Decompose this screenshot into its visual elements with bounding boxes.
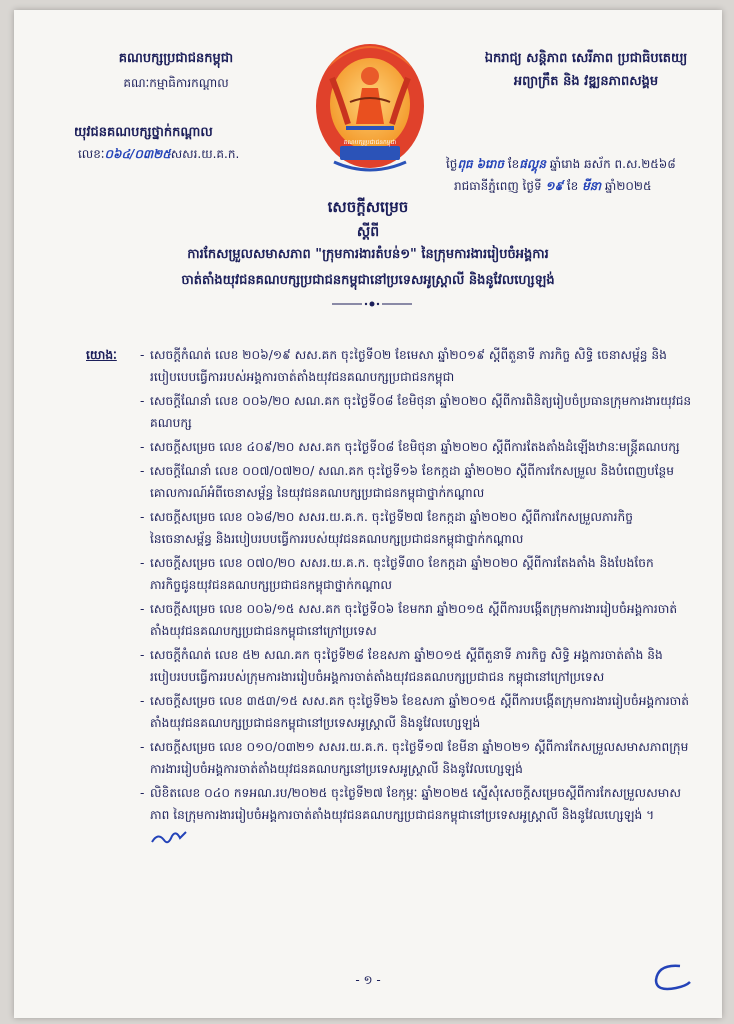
reference-text: - សេចក្តីសម្រេច លេខ ០០៦/១៥ សស.គក ចុះថ្ងៃទី០៦ ខែមករា ឆ្នាំ២០១៥ ស្តីពីការបង្កើតក្រុមការងាររៀបចំអង្គការចាត់តាំងយុវជនគណបក្សប្រជាជនកម្ពុជានៅក្រៅប្រទេស xyxy=(150,602,678,638)
reference-text: - សេចក្តីកំណត់ លេខ ៥២ សណ.គក ចុះថ្ងៃទី២៨ ខែឧសភា ឆ្នាំ២០១៥ ស្តីពីតួនាទី ភារកិច្ច សិទ្ធិ អង្គការចាត់តាំង និងរបៀបរបបធ្វើការរបស់ក្រុមការងាររៀបចំអង្គការចាត់តាំងយុវជនគណបក្សប្រជាជន កម្ពុជានៅក្រៅប្រទេស xyxy=(150,648,663,684)
decision-subject-label: ស្តីពី xyxy=(356,224,380,240)
reference-item xyxy=(150,506,696,550)
reference-item xyxy=(150,782,696,848)
committee-name: គណៈកម្មាធិការកណ្តាល xyxy=(123,76,229,90)
reference-item xyxy=(150,690,696,734)
reference-item xyxy=(150,460,696,504)
youth-unit-name: យុវជនគណបក្សថ្នាក់កណ្តាល xyxy=(74,125,213,140)
decision-title: សេចក្តីសម្រេច xyxy=(327,198,409,216)
document-page xyxy=(14,10,722,1018)
reference-text: - សេចក្តីសម្រេច លេខ ០៦៨/២០ សសរ.យ.គ.ក. ចុះថ្ងៃទី២៧ ខែកក្កដា ឆ្នាំ២០២០ ស្តីពីការកែសម្រួលភារកិច្ច នៃចេនាសម្ព័ន្ធ និងរបៀបរបបធ្វើការរបស់យុវជនគណបក្សប្រជាជនកម្ពុជាថ្នាក់កណ្តាល xyxy=(150,510,633,546)
date2-suffix: ឆ្នាំ២០២៥ xyxy=(601,179,652,193)
ref-prefix: លេខៈ xyxy=(78,147,105,161)
page-number: - ១ - xyxy=(355,973,381,987)
date-month-prefix: ខែ xyxy=(504,157,520,171)
decision-subject-line2: ចាត់តាំងយុវជនគណបក្សប្រជាជនកម្ពុជានៅប្រទេសអូស្ត្រាលី និងនូវែលហ្សេឡង់ xyxy=(181,273,555,288)
reference-item xyxy=(150,736,696,780)
reference-number xyxy=(78,146,239,164)
date-num-handwritten: ៦រោច xyxy=(476,157,505,171)
initial-signature-icon xyxy=(150,828,188,848)
reference-item xyxy=(150,344,696,388)
ref-suffix: សសរ.យ.គ.ក. xyxy=(170,147,240,161)
party-logo xyxy=(310,28,430,178)
reference-item xyxy=(150,436,696,458)
reference-item xyxy=(150,552,696,596)
decision-subject-line1: ការកែសម្រួលសមាសភាព "ក្រុមការងារតំបន់១" នៃក្រុមការងាររៀបចំអង្គការ xyxy=(187,247,549,262)
date2-mid: ខែ xyxy=(563,179,583,193)
reference-text: - សេចក្តីសម្រេច លេខ ៤០៩/២០ សស.គក ចុះថ្ងៃទី០៨ ខែមិថុនា ឆ្នាំ២០២០ ស្តីពីការតែងតាំងដំឡើងឋានៈមន្ត្រីគណបក្ស xyxy=(150,440,680,454)
reference-text: - សេចក្តីសម្រេច លេខ ០១០/០៣២១ សសរ.យ.គ.ក. ចុះថ្ងៃទី១៧ ខែមីនា ឆ្នាំ២០២១ ស្តីពីការកែសម្រួលសមាសភាពក្រុមការងាររៀបចំអង្គការចាត់តាំងយុវជនគណបក្សនៅប្រទេសអូស្ត្រាលី និងនូវែលហ្សេឡង់ xyxy=(150,740,689,776)
lunar-date xyxy=(446,156,676,174)
reference-item xyxy=(150,390,696,434)
reference-text: - សេចក្តីណែនាំ លេខ ០០៦/២០ សណ.គក ចុះថ្ងៃទី០៨ ខែមិថុនា ឆ្នាំ២០២០ ស្តីពីការពិនិត្យរៀបចំប្រធានក្រុមការងារយុវជនគណបក្ស xyxy=(150,394,692,430)
party-name: គណបក្សប្រជាជនកម្ពុជា xyxy=(118,51,234,66)
reference-text: - សេចក្តីកំណត់ លេខ ២០៦/១៩ សស.គក ចុះថ្ងៃទី០២ ខែមេសា ឆ្នាំ២០១៩ ស្តីពីតួនាទី ភារកិច្ច សិទ្ធិ ចេនាសម្ព័ន្ធ និងរបៀបបេបធ្វើការរបស់អង្គការចាត់តាំងយុវជនគណបក្សប្រជាជនកម្ពុជា xyxy=(150,348,667,384)
references-label: យោងៈ xyxy=(86,348,117,362)
reference-text: - លិខិតលេខ ០៤០ កទអណ.រប/២០២៥ ចុះថ្ងៃទី២៧ ខែកុម្ភៈ ឆ្នាំ២០២៥ ស្នើសុំសេចក្តីសម្រេចស្តីពីការកែសម្រួលសមាសភាព នៃក្រុមការងាររៀបចំអង្គការចាត់តាំងយុវជនគណបក្សប្រជាជនកម្ពុជានៅប្រទេសអូស្ត្រាលី និងនូវែលហ្សេឡង់ ។ xyxy=(150,786,681,822)
reference-text: - សេចក្តីសម្រេច លេខ ០៧០/២០ សសរ.យ.គ.ក. ចុះថ្ងៃទី៣០ ខែកក្កដា ឆ្នាំ២០២០ ស្តីពីការតែងតាំង និងបែងចែកភារកិច្ចជូនយុវជនគណបក្សប្រជាជនកម្ពុជាថ្នាក់កណ្តាល xyxy=(150,556,654,592)
reference-text: - សេចក្តីសម្រេច លេខ ៣៥៣/១៥ សស.គក ចុះថ្ងៃទី២៦ ខែឧសភា ឆ្នាំ២០១៥ ស្តីពីការបង្កើតក្រុមការងាររៀបចំអង្គការចាត់តាំងយុវជនគណបក្សប្រជាជនកម្ពុជានៅប្រទេសអូស្ត្រាលី និងនូវែលហ្សេឡង់ xyxy=(150,694,690,730)
motto-line1: ឯករាជ្យ សន្តិភាព សេរីភាព ប្រជាធិបតេយ្យ xyxy=(484,51,688,66)
date-suffix: ឆ្នាំរោង ឆស័ក ព.ស.២៥៦៨ xyxy=(545,157,676,171)
logo-caption: គណបក្សប្រជាជនកម្ពុជា xyxy=(343,139,397,146)
reference-text: - សេចក្តីណែនាំ លេខ ០០៧/០៧២០/ សណ.គក ចុះថ្ងៃទី១៦ ខែកក្កដា ឆ្នាំ២០២០ ស្តីពីការកែសម្រួល និងបំពេញបន្ថែមគោលការណ៍អំពីចេនាសម្ព័ន្ធ នៃយុវជនគណបក្សប្រជាជនកម្ពុជាថ្នាក់កណ្តាល xyxy=(150,464,675,500)
solar-date xyxy=(454,178,652,196)
references-list xyxy=(86,344,696,848)
reference-item xyxy=(150,598,696,642)
date-day-handwritten: ពុធ xyxy=(457,157,473,171)
references-section xyxy=(86,344,696,850)
ref-number-handwritten: ០៦៤/០៣២៥ xyxy=(104,147,171,161)
date2-prefix: រាជធានីភ្នំពេញ ថ្ងៃទី xyxy=(454,179,546,193)
date2-month-handwritten: មីនា xyxy=(582,179,602,193)
date2-day-handwritten: ១៩ xyxy=(545,179,563,193)
motto-line2: អព្យាក្រឹត និង វឌ្ឍនភាពសង្គម xyxy=(513,74,659,89)
corner-initial-icon xyxy=(646,958,696,998)
date-prefix: ថ្ងៃ xyxy=(446,157,458,171)
header-right xyxy=(476,50,696,92)
ornament-divider xyxy=(332,300,412,308)
date-month-handwritten: ផល្គុន xyxy=(519,157,546,171)
header-left xyxy=(74,50,276,161)
reference-item xyxy=(150,644,696,688)
